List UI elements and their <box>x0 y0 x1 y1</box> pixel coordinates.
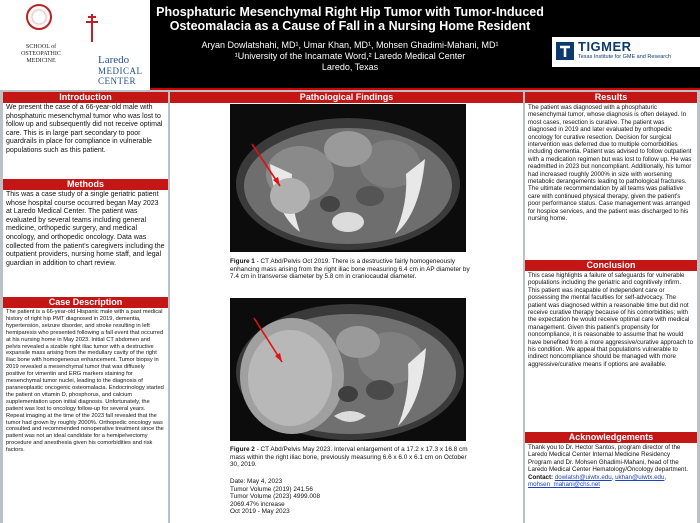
ct-image-2019 <box>230 104 466 252</box>
volume-interval: Oct 2019 - May 2023 <box>230 508 290 516</box>
tigmer-name: TIGMER <box>578 39 632 54</box>
laredo-medical-center-icon <box>84 14 100 42</box>
methods-heading: Methods <box>3 179 168 190</box>
email-link-dowlatsh[interactable]: dowlatsh@uiwtx.edu <box>554 473 612 481</box>
ct-image-2023 <box>230 298 466 441</box>
affiliation: ¹University of the Incarnate Word,² Laredo Medical Center <box>234 51 466 61</box>
school-seal-icon <box>26 4 52 30</box>
poster-header <box>0 0 700 90</box>
pathological-findings-body <box>170 103 523 523</box>
introduction-heading: Introduction <box>3 92 168 103</box>
pathological-findings-heading: Pathological Findings <box>170 92 523 103</box>
poster-title <box>150 5 550 33</box>
title-line-1: Phosphaturic Mesenchymal Right Hip Tumor with Tumor-Induced <box>156 5 544 19</box>
institution-logos <box>0 0 150 90</box>
email-link-mahani[interactable]: mohsen_mahani@chs.net <box>528 481 600 489</box>
school-line-2: OSTEOPATHIC <box>21 51 61 57</box>
conclusion-heading: Conclusion <box>525 260 697 271</box>
case-description-text: The patient is a 66-year-old Hispanic male with a past medical history of right hip PMT diagnosed in 2019, dementia, hypertension, seizure disorder, and stroke resulting in left hemiparesis who presented following a fall event that occurred at his nursing home in May 2023. Initial CT abdomen and pelvis revealed a sizable right iliac tumor with a destructive expansile mass arising from the medullary cavity of the right iliac bone with homogeneous enhancement. Tumor biopsy in 2019 revealed a mesenchymal tumor that was diffusely positive for vimentin and ERG markers staining for mesenchymal tumor nuclei, leading to the diagnosis of paraneoplastic oncogenic osteomalacia. Endocrinology started the patient on vitamin D, phosphorus, and calcium supplementation upon initial diagnosis. Unfortunately, the patient was lost to oncology follow-up for several years. Repeat imaging at the time of the 2023 fall revealed that the tumor had grown by roughly 2000%. Orthopedic oncology was consulted and recommended nonoperative treatment since the patient was not an ideal candidate for a hemipelvectomy procedure and anesthesia given his comorbidities and risk factors. <box>3 308 168 523</box>
volume-increase: 2069.47% increase <box>230 500 285 508</box>
volume-2023: Tumor Volume (2023) 4999.008 <box>230 493 320 501</box>
tigmer-logo <box>552 37 700 67</box>
volume-date: Date: May 4, 2023 <box>230 478 283 485</box>
school-logo-text <box>6 44 76 65</box>
title-line-2: Osteomalacia as a Cause of Fall in a Nursing Home Resident <box>169 19 531 33</box>
contact-label: Contact <box>528 473 552 481</box>
tigmer-subtitle: Texas Institute for GME and Research <box>578 54 671 60</box>
school-line-1: SCHOOL of <box>25 44 57 50</box>
email-link-ukhan[interactable]: ukhan@uiwtx.edu <box>615 473 665 481</box>
results-text: The patient was diagnosed with a phosphaturic mesenchymal tumor, whose diagnosis is often delayed. In most cases, resection is curative. The patient was diagnosed in 2019 and later evaluated by orthopedic oncology for curative resection. Decision for surgical intervention was deferred due to multiple comorbidities including dementia. Patient was advised to follow outpatient with a medication regimen but was lost to follow up. He was readmitted in 2023 but noncompliant. Additionally, his tumor had increased roughly 2000% in size with worsening metabolic derangements leading to pathological fractures. The ultimate recommendation by all teams was palliative care with continued physical therapy, given the patient's poor performance status. Case management was arranged for hospice services, and the patient was discharged to his nursing home. <box>525 103 697 260</box>
lmc-logo-line-2: MEDICAL CENTER <box>98 66 143 86</box>
ct-scan-2023-graphic <box>230 298 466 441</box>
acknowledgements-text: Thank you to Dr. Hector Santos, program director of the Laredo Medical Center Internal Medicine Residency Program and Dr. Mohsen Ghadimi-Mahani, head of the Laredo Medical Center Hematology/Oncology department. <box>528 444 688 474</box>
figure-1-text: - CT Abd/Pelvis Oct 2019. There is a destructive fairly homogeneously enhancing mass arising from the right iliac bone measuring 6.4 cm in AP diameter by 7.4 cm in transverse diameter by 5.8 cm in craniocaudal diameter. <box>230 258 470 281</box>
introduction-text: We present the case of a 66-year-old male with phosphaturic mesenchymal tumor who was lost to follow up and subsequently did not receive optimal care. This is in large part secondary to poor guardrails in place for compliance in vulnerable populations such as this patient. <box>3 103 168 179</box>
case-description-heading: Case Description <box>3 297 168 308</box>
authors: Aryan Dowlatshahi, MD¹, Umar Khan, MD¹, Mohsen Ghadimi-Mahani, MD¹ <box>201 40 499 50</box>
conclusion-text: This case highlights a failure of safeguards for vulnerable populations including the geriatric and cognitively infirm. This patient was incapable of independent care or possessing the mental faculties for self-advocacy. The patient was diagnosed within a reasonable time but did not receive curative therapy because of his comorbidities; with the expectation he would receive optimal care with medical management. Given this patient's propensity for noncompliance, it is reasonable to assume that he would have benefited from a more aggressive/curative approach to his condition. We appeal that populations vulnerable to indirect noncompliance should be managed with more aggressive/curative means if options are available. <box>525 271 697 432</box>
figure-2-text: - CT Abd/Pelvis May 2023. Interval enlargement of a 17.2 x 17.3 x 16.8 cm mass within the right iliac bone, previously measuring 6.6 x 6.0 x 6.1 cm on October 30, 2019. <box>230 446 468 469</box>
author-block <box>150 40 550 73</box>
location: Laredo, Texas <box>321 62 379 72</box>
acknowledgements-body: Thank you to Dr. Hector Santos, program director of the Laredo Medical Center Internal Medicine Residency Program and Dr. Mohsen Ghadimi-Mahani, head of the Laredo Medical Center Hematology/Oncology department. Contact: dowlatsh@uiwtx.edu, ukhan@uiwtx.edu, mohsen_mahani@chs.net <box>525 443 697 523</box>
tumor-volume-summary <box>230 478 430 516</box>
acknowledgements-heading: Acknowledgements <box>525 432 697 443</box>
results-heading: Results <box>525 92 697 103</box>
lmc-logo-line-1: Laredo <box>98 54 130 66</box>
left-column <box>3 92 168 523</box>
figure-2-label: Figure 2 <box>230 446 255 453</box>
volume-2019: Tumor Volume (2019) 241.56 <box>230 485 313 493</box>
figure-1-caption <box>230 258 470 281</box>
middle-column <box>170 92 523 523</box>
figure-2-caption <box>230 446 470 469</box>
school-line-3: MEDICINE <box>26 58 56 64</box>
right-column <box>525 92 697 523</box>
tigmer-icon <box>555 41 575 61</box>
figure-1-label: Figure 1 <box>230 258 255 265</box>
ct-scan-2019-graphic <box>230 104 466 252</box>
methods-text: This was a case study of a single geriatric patient whose hospital course occurred began May 2023 at Laredo Medical Center. The patient was evaluated by several teams including general medicine, orthopedic surgery, and medical oncology, and orthopedic oncology. Data was collected from the patient's caregivers including the outpatient providers, nursing home staff, and legal guardian in addition to chart review. <box>3 190 168 297</box>
